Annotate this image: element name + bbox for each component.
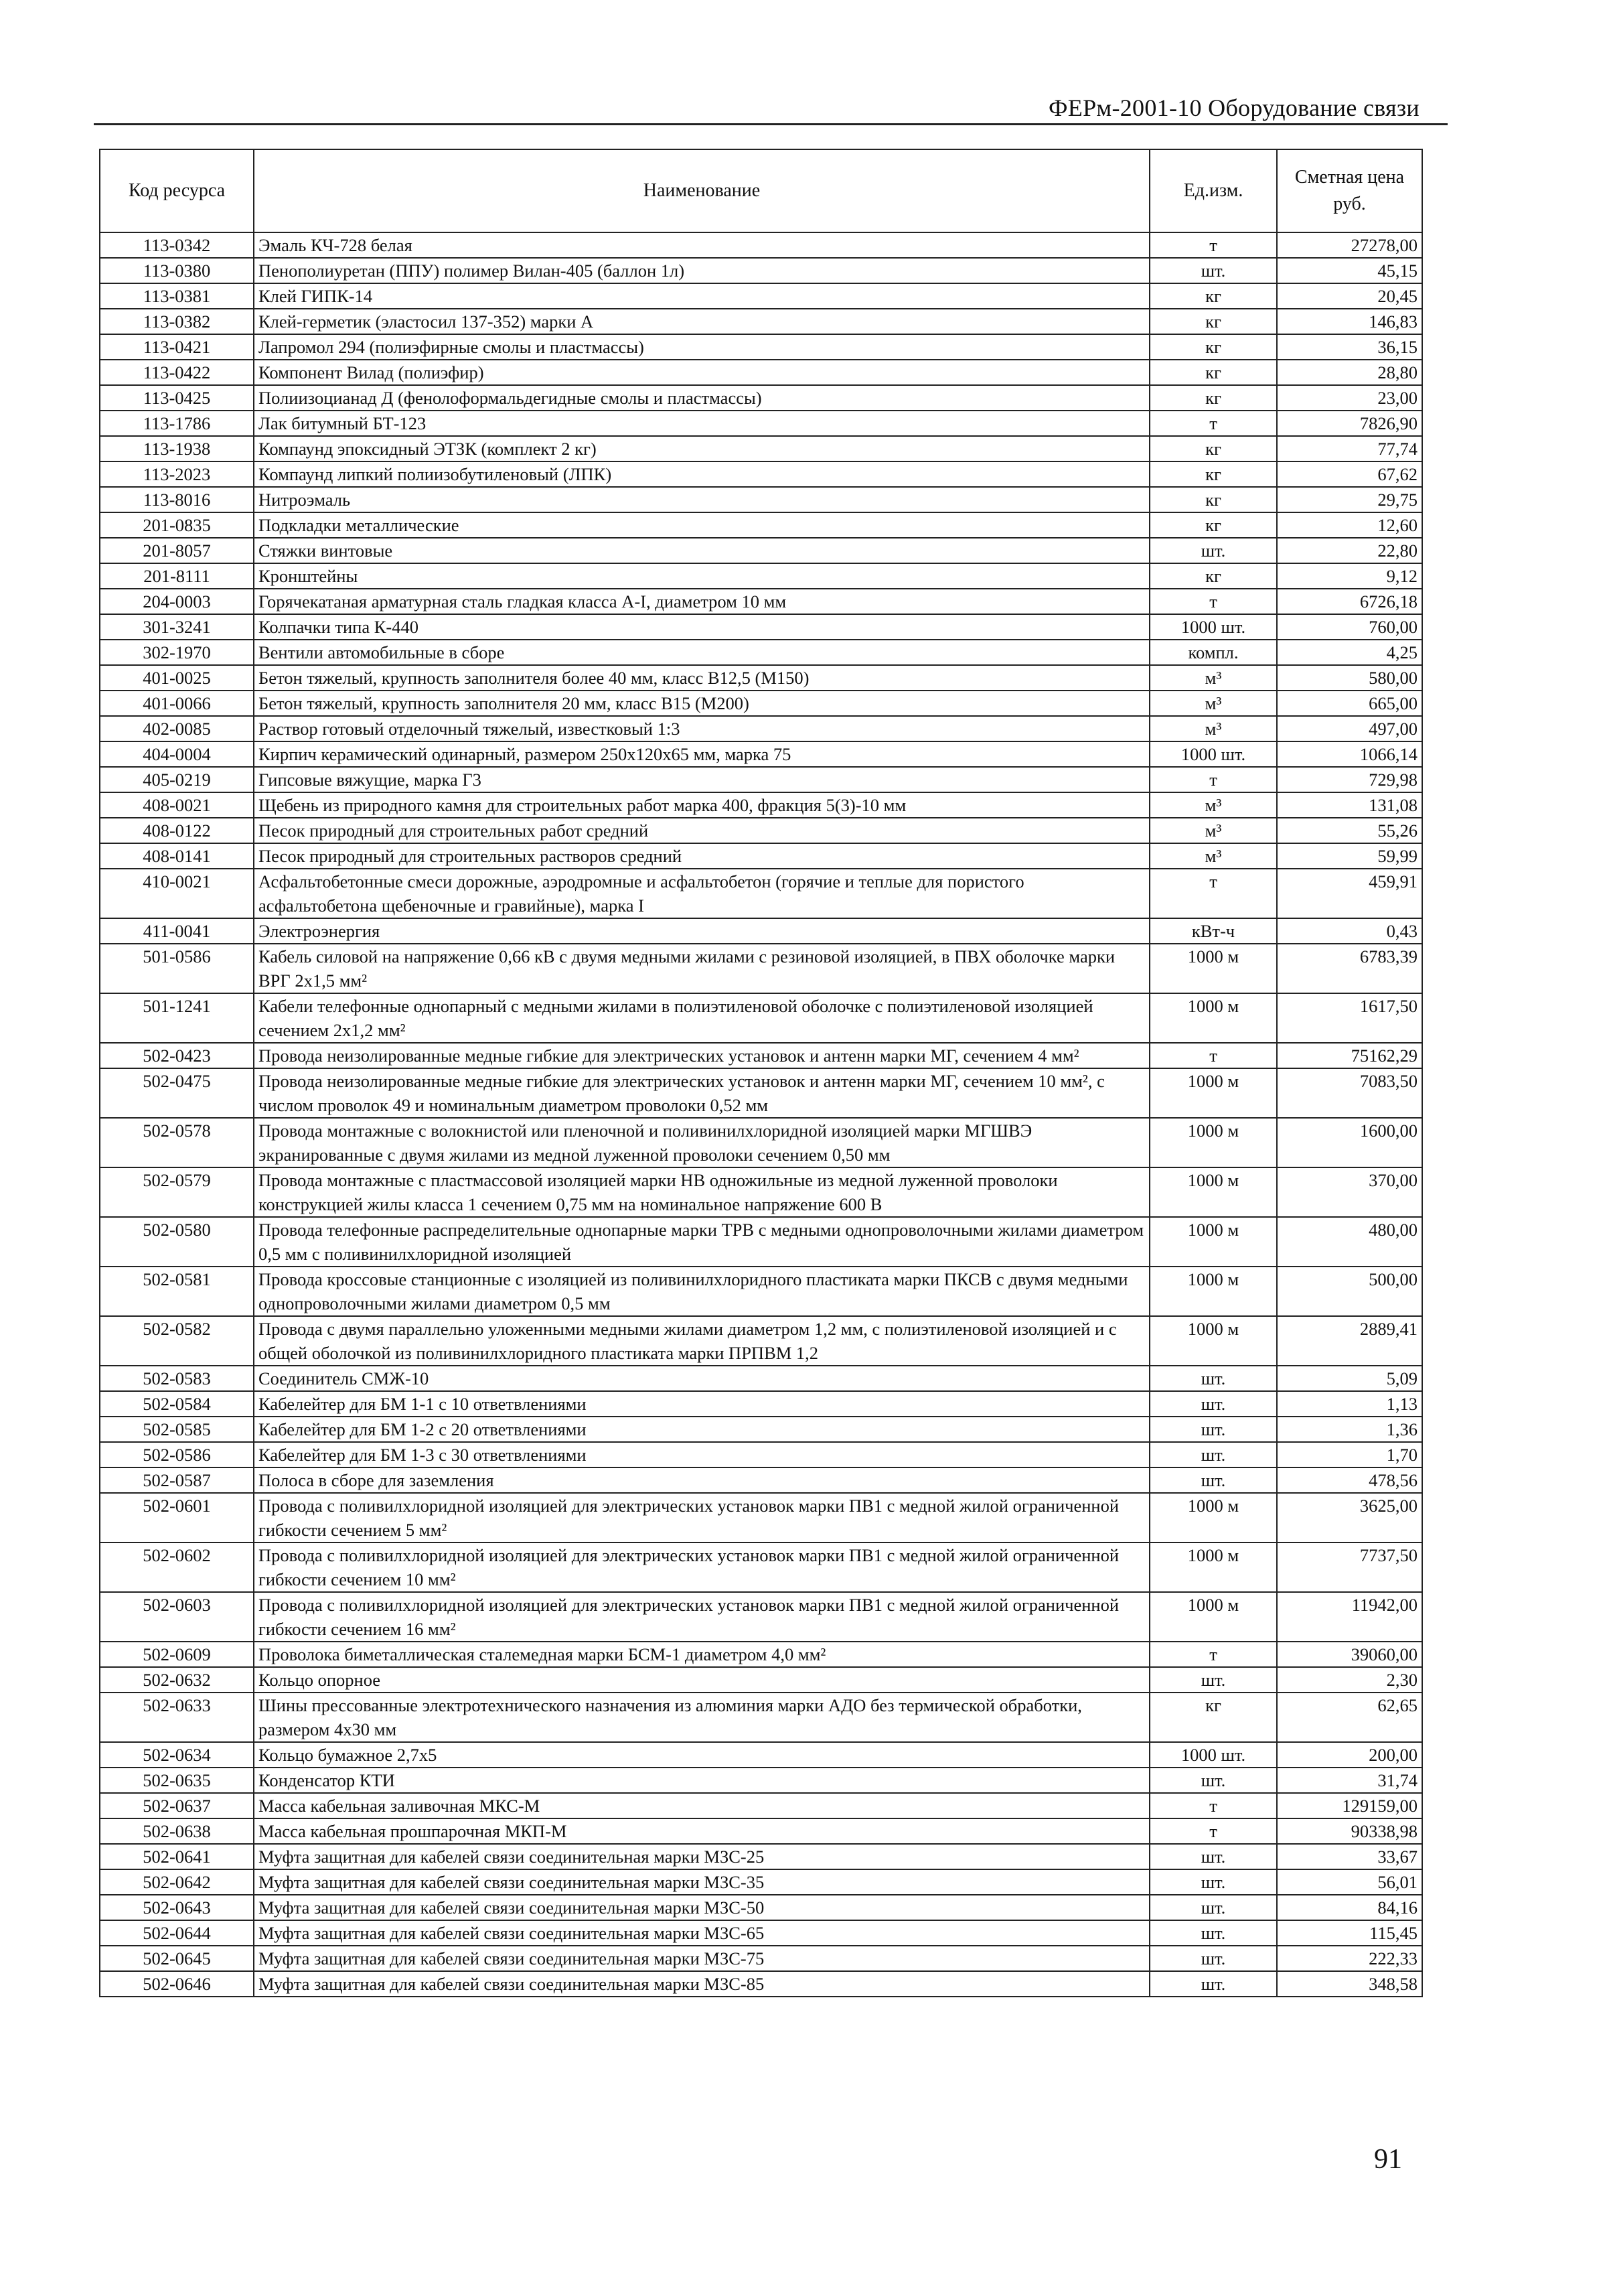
table-row bbox=[100, 1366, 1422, 1391]
cell-price: 1600,00 bbox=[1277, 1118, 1422, 1167]
cell-name: Кронштейны bbox=[254, 563, 1150, 589]
cell-code: 113-0380 bbox=[100, 258, 254, 283]
cell-code: 502-0637 bbox=[100, 1793, 254, 1818]
cell-code: 113-0422 bbox=[100, 360, 254, 385]
cell-name: Гипсовые вяжущие, марка Г3 bbox=[254, 767, 1150, 792]
cell-code: 408-0021 bbox=[100, 792, 254, 818]
cell-unit: кВт-ч bbox=[1150, 918, 1277, 944]
table-row bbox=[100, 1667, 1422, 1693]
cell-price: 7826,90 bbox=[1277, 411, 1422, 436]
table-row bbox=[100, 818, 1422, 843]
cell-code: 502-0635 bbox=[100, 1768, 254, 1793]
cell-name: Кабель силовой на напряжение 0,66 кВ с двумя медными жилами с резиновой изоляцией, в ПВХ оболочке марки ВРГ 2x1,5 мм² bbox=[254, 944, 1150, 993]
cell-unit: 1000 м bbox=[1150, 1068, 1277, 1118]
cell-price: 1617,50 bbox=[1277, 993, 1422, 1043]
cell-unit: кг bbox=[1150, 487, 1277, 512]
cell-unit: кг bbox=[1150, 461, 1277, 487]
cell-unit: шт. bbox=[1150, 1667, 1277, 1693]
cell-name: Бетон тяжелый, крупность заполнителя 20 мм, класс В15 (М200) bbox=[254, 691, 1150, 716]
column-header-price: Сметная цена руб. bbox=[1277, 149, 1422, 232]
cell-code: 502-0587 bbox=[100, 1467, 254, 1493]
cell-price: 480,00 bbox=[1277, 1217, 1422, 1267]
cell-name: Провода кроссовые станционные с изоляцией из поливинилхлоридного пластиката марки ПКСВ с двумя медными однопроволочными жилами диаметром 0,5 мм bbox=[254, 1267, 1150, 1316]
cell-price: 56,01 bbox=[1277, 1869, 1422, 1895]
cell-name: Провода телефонные распределительные однопарные марки ТРВ с медными однопроволочными жилами диаметром 0,5 мм с поливинилхлоридной изоляцией bbox=[254, 1217, 1150, 1267]
table-row bbox=[100, 1391, 1422, 1417]
cell-unit: т bbox=[1150, 589, 1277, 614]
cell-name: Компонент Вилад (полиэфир) bbox=[254, 360, 1150, 385]
cell-unit: кг bbox=[1150, 283, 1277, 309]
cell-name: Соединитель СМЖ-10 bbox=[254, 1366, 1150, 1391]
cell-name: Провода с поливилхлоридной изоляцией для электрических установок марки ПВ1 с медной жилой ограниченной гибкости сечением 5 мм² bbox=[254, 1493, 1150, 1542]
cell-price: 67,62 bbox=[1277, 461, 1422, 487]
cell-code: 113-1938 bbox=[100, 436, 254, 461]
cell-unit: шт. bbox=[1150, 1895, 1277, 1920]
cell-price: 1066,14 bbox=[1277, 741, 1422, 767]
table-row bbox=[100, 1693, 1422, 1742]
cell-name: Полоса в сборе для заземления bbox=[254, 1467, 1150, 1493]
cell-price: 115,45 bbox=[1277, 1920, 1422, 1946]
cell-name: Кабелейтер для БМ 1-3 с 30 ответвлениями bbox=[254, 1442, 1150, 1467]
cell-price: 1,13 bbox=[1277, 1391, 1422, 1417]
cell-code: 113-1786 bbox=[100, 411, 254, 436]
cell-code: 502-0578 bbox=[100, 1118, 254, 1167]
table-row bbox=[100, 1316, 1422, 1366]
table-row bbox=[100, 640, 1422, 665]
cell-unit: т bbox=[1150, 1043, 1277, 1068]
cell-name: Подкладки металлические bbox=[254, 512, 1150, 538]
table-row bbox=[100, 1742, 1422, 1768]
table-row bbox=[100, 993, 1422, 1043]
cell-code: 501-1241 bbox=[100, 993, 254, 1043]
cell-name: Кирпич керамический одинарный, размером 250x120x65 мм, марка 75 bbox=[254, 741, 1150, 767]
cell-unit: шт. bbox=[1150, 258, 1277, 283]
cell-code: 502-0646 bbox=[100, 1971, 254, 1997]
table-row bbox=[100, 1542, 1422, 1592]
table-row bbox=[100, 741, 1422, 767]
cell-price: 2889,41 bbox=[1277, 1316, 1422, 1366]
cell-price: 222,33 bbox=[1277, 1946, 1422, 1971]
cell-name: Кольцо опорное bbox=[254, 1667, 1150, 1693]
table-row bbox=[100, 1818, 1422, 1844]
table-row bbox=[100, 1869, 1422, 1895]
table-row bbox=[100, 665, 1422, 691]
cell-unit: шт. bbox=[1150, 1467, 1277, 1493]
cell-name: Муфта защитная для кабелей связи соединительная марки МЗС-85 bbox=[254, 1971, 1150, 1997]
cell-name: Провода с поливилхлоридной изоляцией для электрических установок марки ПВ1 с медной жилой ограниченной гибкости сечением 16 мм² bbox=[254, 1592, 1150, 1642]
cell-unit: шт. bbox=[1150, 1920, 1277, 1946]
cell-unit: кг bbox=[1150, 385, 1277, 411]
column-header-name: Наименование bbox=[254, 149, 1150, 232]
cell-code: 502-0638 bbox=[100, 1818, 254, 1844]
cell-price: 580,00 bbox=[1277, 665, 1422, 691]
cell-unit: м³ bbox=[1150, 843, 1277, 869]
table-row bbox=[100, 1895, 1422, 1920]
cell-price: 36,15 bbox=[1277, 334, 1422, 360]
cell-name: Конденсатор КТИ bbox=[254, 1768, 1150, 1793]
cell-price: 39060,00 bbox=[1277, 1642, 1422, 1667]
cell-name: Проволока биметаллическая сталемедная марки БСМ-1 диаметром 4,0 мм² bbox=[254, 1642, 1150, 1667]
cell-unit: 1000 м bbox=[1150, 993, 1277, 1043]
cell-code: 201-8057 bbox=[100, 538, 254, 563]
table-row bbox=[100, 1068, 1422, 1118]
cell-price: 370,00 bbox=[1277, 1167, 1422, 1217]
cell-price: 6783,39 bbox=[1277, 944, 1422, 993]
cell-unit: 1000 м bbox=[1150, 1542, 1277, 1592]
cell-name: Песок природный для строительных растворов средний bbox=[254, 843, 1150, 869]
table-row bbox=[100, 538, 1422, 563]
page-number: 91 bbox=[1374, 2144, 1402, 2175]
cell-name: Клей-герметик (эластосил 137-352) марки А bbox=[254, 309, 1150, 334]
cell-code: 502-0580 bbox=[100, 1217, 254, 1267]
cell-price: 0,43 bbox=[1277, 918, 1422, 944]
table-row bbox=[100, 461, 1422, 487]
cell-code: 401-0066 bbox=[100, 691, 254, 716]
cell-unit: 1000 шт. bbox=[1150, 614, 1277, 640]
table-row bbox=[100, 283, 1422, 309]
cell-unit: т bbox=[1150, 411, 1277, 436]
cell-code: 113-0342 bbox=[100, 232, 254, 258]
cell-unit: кг bbox=[1150, 334, 1277, 360]
cell-unit: компл. bbox=[1150, 640, 1277, 665]
cell-unit: 1000 м bbox=[1150, 1267, 1277, 1316]
cell-name: Муфта защитная для кабелей связи соединительная марки МЗС-65 bbox=[254, 1920, 1150, 1946]
cell-unit: шт. bbox=[1150, 1946, 1277, 1971]
cell-price: 12,60 bbox=[1277, 512, 1422, 538]
table-header-row bbox=[100, 149, 1422, 232]
cell-unit: шт. bbox=[1150, 1768, 1277, 1793]
cell-code: 501-0586 bbox=[100, 944, 254, 993]
cell-code: 502-0579 bbox=[100, 1167, 254, 1217]
cell-name: Вентили автомобильные в сборе bbox=[254, 640, 1150, 665]
cell-price: 3625,00 bbox=[1277, 1493, 1422, 1542]
cell-price: 129159,00 bbox=[1277, 1793, 1422, 1818]
cell-price: 1,36 bbox=[1277, 1417, 1422, 1442]
table-row bbox=[100, 1971, 1422, 1997]
cell-price: 348,58 bbox=[1277, 1971, 1422, 1997]
cell-unit: м³ bbox=[1150, 792, 1277, 818]
cell-unit: 1000 шт. bbox=[1150, 741, 1277, 767]
cell-code: 502-0633 bbox=[100, 1693, 254, 1742]
cell-price: 131,08 bbox=[1277, 792, 1422, 818]
cell-name: Кабелейтер для БМ 1-1 с 10 ответвлениями bbox=[254, 1391, 1150, 1417]
cell-code: 502-0582 bbox=[100, 1316, 254, 1366]
table-row bbox=[100, 1844, 1422, 1869]
cell-unit: шт. bbox=[1150, 1869, 1277, 1895]
cell-price: 9,12 bbox=[1277, 563, 1422, 589]
cell-price: 11942,00 bbox=[1277, 1592, 1422, 1642]
cell-price: 27278,00 bbox=[1277, 232, 1422, 258]
cell-price: 33,67 bbox=[1277, 1844, 1422, 1869]
cell-code: 302-1970 bbox=[100, 640, 254, 665]
cell-unit: 1000 м bbox=[1150, 1592, 1277, 1642]
table-row bbox=[100, 360, 1422, 385]
cell-price: 497,00 bbox=[1277, 716, 1422, 741]
cell-unit: 1000 м bbox=[1150, 1167, 1277, 1217]
cell-unit: шт. bbox=[1150, 1417, 1277, 1442]
table-row bbox=[100, 869, 1422, 918]
cell-price: 478,56 bbox=[1277, 1467, 1422, 1493]
resource-price-table bbox=[99, 149, 1423, 1997]
cell-code: 502-0602 bbox=[100, 1542, 254, 1592]
cell-name: Клей ГИПК-14 bbox=[254, 283, 1150, 309]
cell-price: 23,00 bbox=[1277, 385, 1422, 411]
cell-unit: шт. bbox=[1150, 1442, 1277, 1467]
cell-name: Шины прессованные электротехнического назначения из алюминия марки АДО без термической обработки, размером 4x30 мм bbox=[254, 1693, 1150, 1742]
cell-price: 4,25 bbox=[1277, 640, 1422, 665]
cell-code: 404-0004 bbox=[100, 741, 254, 767]
cell-name: Провода неизолированные медные гибкие для электрических установок и антенн марки МГ, сечением 10 мм², с числом проволок 49 и номинальным диаметром проволоки 0,52 мм bbox=[254, 1068, 1150, 1118]
cell-name: Пенополиуретан (ППУ) полимер Вилан-405 (баллон 1л) bbox=[254, 258, 1150, 283]
table-row bbox=[100, 767, 1422, 792]
cell-price: 55,26 bbox=[1277, 818, 1422, 843]
table-row bbox=[100, 1467, 1422, 1493]
table-row bbox=[100, 716, 1422, 741]
cell-code: 502-0601 bbox=[100, 1493, 254, 1542]
table-row bbox=[100, 334, 1422, 360]
cell-name: Провода неизолированные медные гибкие для электрических установок и антенн марки МГ, сечением 4 мм² bbox=[254, 1043, 1150, 1068]
cell-unit: м³ bbox=[1150, 818, 1277, 843]
cell-name: Асфальтобетонные смеси дорожные, аэродромные и асфальтобетон (горячие и теплые для пористого асфальтобетона щебеночные и гравийные), марка I bbox=[254, 869, 1150, 918]
cell-price: 6726,18 bbox=[1277, 589, 1422, 614]
cell-code: 113-8016 bbox=[100, 487, 254, 512]
cell-price: 1,70 bbox=[1277, 1442, 1422, 1467]
cell-code: 502-0583 bbox=[100, 1366, 254, 1391]
table-row bbox=[100, 843, 1422, 869]
cell-code: 502-0603 bbox=[100, 1592, 254, 1642]
cell-code: 204-0003 bbox=[100, 589, 254, 614]
cell-unit: 1000 м bbox=[1150, 944, 1277, 993]
table-row bbox=[100, 258, 1422, 283]
page-header bbox=[94, 92, 1448, 125]
cell-unit: кг bbox=[1150, 512, 1277, 538]
table-row bbox=[100, 232, 1422, 258]
cell-price: 5,09 bbox=[1277, 1366, 1422, 1391]
cell-code: 201-8111 bbox=[100, 563, 254, 589]
cell-code: 408-0141 bbox=[100, 843, 254, 869]
table-row bbox=[100, 1217, 1422, 1267]
cell-code: 502-0641 bbox=[100, 1844, 254, 1869]
cell-name: Щебень из природного камня для строительных работ марка 400, фракция 5(3)-10 мм bbox=[254, 792, 1150, 818]
cell-name: Кабелейтер для БМ 1-2 с 20 ответвлениями bbox=[254, 1417, 1150, 1442]
column-header-unit: Ед.изм. bbox=[1150, 149, 1277, 232]
cell-name: Лапромол 294 (полиэфирные смолы и пластмассы) bbox=[254, 334, 1150, 360]
table-row bbox=[100, 436, 1422, 461]
cell-unit: шт. bbox=[1150, 1844, 1277, 1869]
cell-price: 200,00 bbox=[1277, 1742, 1422, 1768]
cell-name: Лак битумный БТ-123 bbox=[254, 411, 1150, 436]
cell-unit: 1000 м bbox=[1150, 1493, 1277, 1542]
cell-name: Кабели телефонные однопарный с медными жилами в полиэтиленовой оболочке с полиэтиленовой изоляцией сечением 2x1,2 мм² bbox=[254, 993, 1150, 1043]
cell-name: Нитроэмаль bbox=[254, 487, 1150, 512]
cell-code: 402-0085 bbox=[100, 716, 254, 741]
cell-code: 502-0609 bbox=[100, 1642, 254, 1667]
cell-price: 75162,29 bbox=[1277, 1043, 1422, 1068]
cell-code: 502-0645 bbox=[100, 1946, 254, 1971]
cell-price: 20,45 bbox=[1277, 283, 1422, 309]
cell-unit: т bbox=[1150, 1642, 1277, 1667]
cell-unit: шт. bbox=[1150, 538, 1277, 563]
cell-code: 502-0585 bbox=[100, 1417, 254, 1442]
cell-name: Полиизоцианад Д (фенолоформальдегидные смолы и пластмассы) bbox=[254, 385, 1150, 411]
cell-code: 502-0584 bbox=[100, 1391, 254, 1417]
table-row bbox=[100, 918, 1422, 944]
cell-code: 502-0581 bbox=[100, 1267, 254, 1316]
table-row bbox=[100, 309, 1422, 334]
cell-unit: т bbox=[1150, 767, 1277, 792]
cell-code: 410-0021 bbox=[100, 869, 254, 918]
table-row bbox=[100, 563, 1422, 589]
cell-unit: кг bbox=[1150, 563, 1277, 589]
cell-price: 90338,98 bbox=[1277, 1818, 1422, 1844]
table-row bbox=[100, 1768, 1422, 1793]
table-row bbox=[100, 1267, 1422, 1316]
cell-unit: 1000 м bbox=[1150, 1217, 1277, 1267]
cell-price: 459,91 bbox=[1277, 869, 1422, 918]
cell-code: 113-0381 bbox=[100, 283, 254, 309]
cell-code: 401-0025 bbox=[100, 665, 254, 691]
cell-name: Компаунд липкий полиизобутиленовый (ЛПК) bbox=[254, 461, 1150, 487]
cell-price: 28,80 bbox=[1277, 360, 1422, 385]
cell-code: 502-0642 bbox=[100, 1869, 254, 1895]
cell-unit: шт. bbox=[1150, 1971, 1277, 1997]
cell-price: 59,99 bbox=[1277, 843, 1422, 869]
cell-unit: т bbox=[1150, 1818, 1277, 1844]
cell-name: Муфта защитная для кабелей связи соединительная марки МЗС-75 bbox=[254, 1946, 1150, 1971]
cell-unit: м³ bbox=[1150, 716, 1277, 741]
column-header-code: Код ресурса bbox=[100, 149, 254, 232]
cell-unit: кг bbox=[1150, 309, 1277, 334]
cell-unit: кг bbox=[1150, 436, 1277, 461]
cell-price: 2,30 bbox=[1277, 1667, 1422, 1693]
cell-unit: т bbox=[1150, 1793, 1277, 1818]
table-row bbox=[100, 1793, 1422, 1818]
table-row bbox=[100, 691, 1422, 716]
cell-name: Бетон тяжелый, крупность заполнителя более 40 мм, класс В12,5 (М150) bbox=[254, 665, 1150, 691]
table-row bbox=[100, 1493, 1422, 1542]
cell-price: 729,98 bbox=[1277, 767, 1422, 792]
cell-name: Песок природный для строительных работ средний bbox=[254, 818, 1150, 843]
cell-code: 113-0425 bbox=[100, 385, 254, 411]
cell-price: 146,83 bbox=[1277, 309, 1422, 334]
cell-code: 301-3241 bbox=[100, 614, 254, 640]
cell-code: 201-0835 bbox=[100, 512, 254, 538]
cell-code: 502-0475 bbox=[100, 1068, 254, 1118]
cell-code: 408-0122 bbox=[100, 818, 254, 843]
table-row bbox=[100, 1118, 1422, 1167]
cell-price: 77,74 bbox=[1277, 436, 1422, 461]
table-row bbox=[100, 1043, 1422, 1068]
table-row bbox=[100, 589, 1422, 614]
cell-price: 45,15 bbox=[1277, 258, 1422, 283]
cell-code: 502-0644 bbox=[100, 1920, 254, 1946]
cell-name: Компаунд эпоксидный ЭТЗК (комплект 2 кг) bbox=[254, 436, 1150, 461]
cell-price: 22,80 bbox=[1277, 538, 1422, 563]
table-row bbox=[100, 512, 1422, 538]
cell-unit: м³ bbox=[1150, 665, 1277, 691]
cell-name: Электроэнергия bbox=[254, 918, 1150, 944]
cell-name: Провода с двумя параллельно уложенными медными жилами диаметром 1,2 мм, с полиэтиленовой изоляцией и с общей оболочкой из поливинилхлоридного пластиката марки ПРПВМ 1,2 bbox=[254, 1316, 1150, 1366]
cell-code: 502-0586 bbox=[100, 1442, 254, 1467]
cell-name: Муфта защитная для кабелей связи соединительная марки МЗС-35 bbox=[254, 1869, 1150, 1895]
document-title: ФЕРм-2001-10 Оборудование связи bbox=[1049, 94, 1420, 121]
table-row bbox=[100, 411, 1422, 436]
cell-name: Масса кабельная заливочная МКС-М bbox=[254, 1793, 1150, 1818]
cell-price: 31,74 bbox=[1277, 1768, 1422, 1793]
cell-unit: шт. bbox=[1150, 1391, 1277, 1417]
cell-unit: 1000 м bbox=[1150, 1316, 1277, 1366]
cell-name: Горячекатаная арматурная сталь гладкая класса A-I, диаметром 10 мм bbox=[254, 589, 1150, 614]
table-row bbox=[100, 1167, 1422, 1217]
cell-price: 7737,50 bbox=[1277, 1542, 1422, 1592]
table-row bbox=[100, 1417, 1422, 1442]
cell-code: 113-0382 bbox=[100, 309, 254, 334]
table-row bbox=[100, 792, 1422, 818]
cell-name: Раствор готовый отделочный тяжелый, известковый 1:3 bbox=[254, 716, 1150, 741]
cell-code: 502-0632 bbox=[100, 1667, 254, 1693]
table-row bbox=[100, 614, 1422, 640]
cell-unit: т bbox=[1150, 869, 1277, 918]
table-row bbox=[100, 944, 1422, 993]
table-body bbox=[100, 232, 1422, 1997]
cell-code: 411-0041 bbox=[100, 918, 254, 944]
cell-price: 665,00 bbox=[1277, 691, 1422, 716]
cell-unit: м³ bbox=[1150, 691, 1277, 716]
cell-name: Провода монтажные с волокнистой или пленочной и поливинилхлоридной изоляцией марки МГШВЭ экранированные с двумя жилами из медной луженной проволоки сечением 0,50 мм bbox=[254, 1118, 1150, 1167]
cell-code: 113-0421 bbox=[100, 334, 254, 360]
cell-price: 500,00 bbox=[1277, 1267, 1422, 1316]
table-row bbox=[100, 1946, 1422, 1971]
cell-unit: шт. bbox=[1150, 1366, 1277, 1391]
cell-price: 84,16 bbox=[1277, 1895, 1422, 1920]
cell-price: 62,65 bbox=[1277, 1693, 1422, 1742]
table-row bbox=[100, 1642, 1422, 1667]
cell-name: Провода с поливилхлоридной изоляцией для электрических установок марки ПВ1 с медной жилой ограниченной гибкости сечением 10 мм² bbox=[254, 1542, 1150, 1592]
cell-name: Масса кабельная прошпарочная МКП-М bbox=[254, 1818, 1150, 1844]
cell-unit: 1000 шт. bbox=[1150, 1742, 1277, 1768]
cell-unit: кг bbox=[1150, 1693, 1277, 1742]
cell-price: 760,00 bbox=[1277, 614, 1422, 640]
cell-code: 502-0643 bbox=[100, 1895, 254, 1920]
cell-name: Провода монтажные с пластмассовой изоляцией марки НВ одножильные из медной луженной проволоки конструкцией жилы класса 1 сечением 0,75 мм на номинальное напряжение 600 В bbox=[254, 1167, 1150, 1217]
cell-code: 502-0634 bbox=[100, 1742, 254, 1768]
cell-price: 29,75 bbox=[1277, 487, 1422, 512]
cell-name: Эмаль КЧ-728 белая bbox=[254, 232, 1150, 258]
cell-code: 405-0219 bbox=[100, 767, 254, 792]
table-row bbox=[100, 487, 1422, 512]
table-row bbox=[100, 1592, 1422, 1642]
cell-name: Стяжки винтовые bbox=[254, 538, 1150, 563]
table-row bbox=[100, 1442, 1422, 1467]
cell-price: 7083,50 bbox=[1277, 1068, 1422, 1118]
table-row bbox=[100, 1920, 1422, 1946]
cell-code: 502-0423 bbox=[100, 1043, 254, 1068]
cell-unit: кг bbox=[1150, 360, 1277, 385]
cell-name: Муфта защитная для кабелей связи соединительная марки МЗС-25 bbox=[254, 1844, 1150, 1869]
cell-unit: т bbox=[1150, 232, 1277, 258]
cell-unit: 1000 м bbox=[1150, 1118, 1277, 1167]
cell-name: Муфта защитная для кабелей связи соединительная марки МЗС-50 bbox=[254, 1895, 1150, 1920]
cell-code: 113-2023 bbox=[100, 461, 254, 487]
cell-name: Кольцо бумажное 2,7x5 bbox=[254, 1742, 1150, 1768]
table-row bbox=[100, 385, 1422, 411]
cell-name: Колпачки типа К-440 bbox=[254, 614, 1150, 640]
